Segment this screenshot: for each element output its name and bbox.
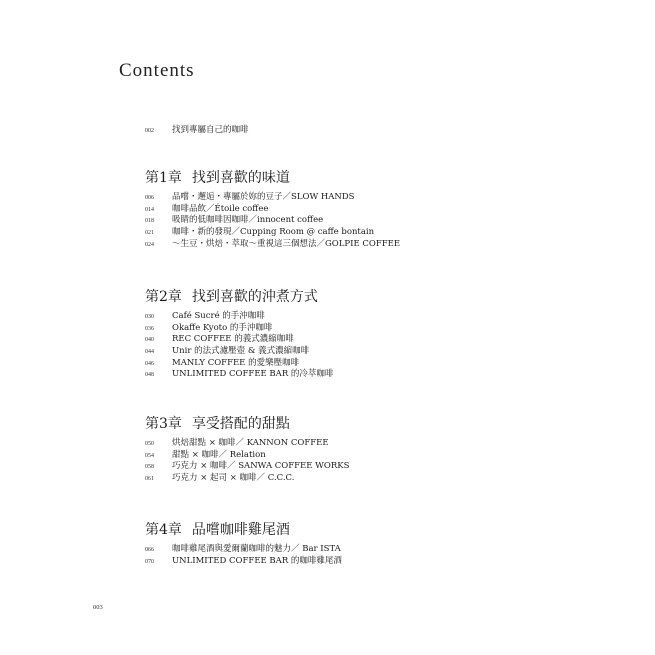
toc-entry <box>145 215 400 227</box>
entry-page-number: 058 <box>145 464 154 471</box>
entry-page-number: 066 <box>145 547 154 553</box>
toc-entry <box>145 369 333 381</box>
intro-entry <box>145 125 249 137</box>
toc-entry <box>145 192 400 204</box>
entry-text: Okaffe Kyoto 的手沖咖啡 <box>172 322 273 333</box>
page-title: Contents <box>119 60 195 81</box>
entry-text: REC COFFEE 的義式濃縮咖啡 <box>172 334 294 345</box>
toc-entry <box>145 239 400 251</box>
entry-page-number: 050 <box>145 441 154 447</box>
toc-entry <box>145 438 349 450</box>
entry-text: 巧克力 × 起司 × 咖啡／ C.C.C. <box>172 473 295 484</box>
entry-text: UNLIMITED COFFEE BAR 的咖啡雞尾酒 <box>172 555 342 566</box>
toc-entry <box>145 544 342 556</box>
entry-text: 品嚐・邂逅・專屬於妳的豆子／SLOW HANDS <box>172 192 355 202</box>
toc-entry <box>145 556 342 568</box>
chapter-heading <box>145 414 349 438</box>
entry-page-number: 006 <box>145 195 154 201</box>
toc-entry <box>145 227 400 239</box>
toc-entry <box>145 461 349 473</box>
entry-page-number: 030 <box>145 314 154 320</box>
chapter-heading <box>145 287 333 311</box>
chapter-title: 找到喜歡的沖煮方式 <box>191 289 318 305</box>
toc-entry <box>145 346 333 358</box>
entry-text: 咖啡品飲／Étoile coffee <box>172 203 269 214</box>
chapter-heading <box>145 520 342 544</box>
toc-entry <box>145 450 349 462</box>
entry-text: UNLIMITED COFFEE BAR 的冷萃咖啡 <box>172 369 334 380</box>
entry-page-number: 040 <box>145 337 154 344</box>
intro-page-number: 002 <box>145 128 154 134</box>
chapter-label: 第4章 <box>145 522 182 538</box>
entry-text: MANLY COFFEE 的愛樂壓咖啡 <box>172 357 300 368</box>
entry-page-number: 054 <box>145 452 154 459</box>
entry-page-number: 048 <box>145 372 154 379</box>
chapter-title: 品嚐咖啡雞尾酒 <box>191 522 290 538</box>
entry-text: 咖啡・新的發現／Cupping Room @ caffe bontain <box>172 227 375 238</box>
entry-text: 烘焙甜點 × 咖啡／ KANNON COFFEE <box>172 438 329 448</box>
chapter-label: 第2章 <box>145 289 182 305</box>
entry-text: ～生豆・烘焙・萃取～重視這三個想法／GOLPIE COFFEE <box>172 238 401 249</box>
toc-entry <box>145 204 400 216</box>
entry-text: 吸睛的低咖啡因咖啡／innocent coffee <box>172 215 324 226</box>
entry-text: Café Sucré 的手沖咖啡 <box>172 311 265 321</box>
entry-page-number: 036 <box>145 325 154 332</box>
entry-page-number: 044 <box>145 349 154 356</box>
toc-entry <box>145 323 333 335</box>
toc-entry <box>145 334 333 346</box>
toc-entry <box>145 358 333 370</box>
entry-page-number: 070 <box>145 558 154 565</box>
chapter-label: 第1章 <box>145 170 182 186</box>
entry-page-number: 046 <box>145 360 154 367</box>
entry-page-number: 014 <box>145 206 154 213</box>
chapter-1 <box>145 168 400 250</box>
entry-page-number: 021 <box>145 230 154 237</box>
chapter-3 <box>145 414 349 485</box>
entry-page-number: 018 <box>145 218 154 225</box>
chapter-title: 找到喜歡的味道 <box>191 170 290 186</box>
chapter-label: 第3章 <box>145 416 182 432</box>
entry-text: 甜點 × 咖啡／ Relation <box>172 449 266 460</box>
chapter-heading <box>145 168 400 192</box>
entry-page-number: 024 <box>145 241 154 248</box>
entry-text: 咖啡雞尾酒與愛爾蘭咖啡的魅力／ Bar ISTA <box>172 544 341 554</box>
entry-page-number: 061 <box>145 476 154 483</box>
page-number: 003 <box>93 604 103 611</box>
entry-text: 巧克力 × 咖啡／ SANWA COFFEE WORKS <box>172 461 350 472</box>
entry-text: Unir 的法式濾壓壺 & 義式濃縮咖啡 <box>172 346 310 357</box>
toc-entry <box>145 473 349 485</box>
intro-text: 找到專屬自己的咖啡 <box>172 125 249 135</box>
chapter-4 <box>145 520 342 567</box>
chapter-2 <box>145 287 333 381</box>
chapter-title: 享受搭配的甜點 <box>191 416 290 432</box>
toc-entry <box>145 311 333 323</box>
